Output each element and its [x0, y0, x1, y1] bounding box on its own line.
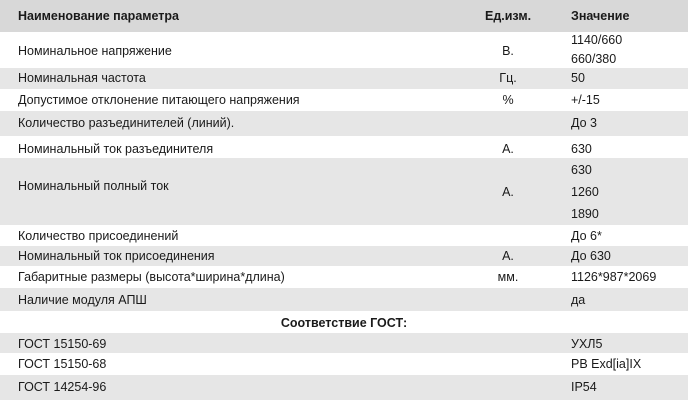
- table-row: Количество разъединителей (линий). До 3: [0, 111, 688, 136]
- gost-section-heading: Соответствие ГОСТ:: [280, 316, 408, 330]
- table-row: Допустимое отклонение питающего напряжения % +/-15: [18, 93, 600, 107]
- header-param: Наименование параметра: [18, 9, 180, 23]
- table-row: ГОСТ 15150-68 РВ Exd[ia]IX: [18, 357, 642, 371]
- table-row: ГОСТ 14254-96 IP54: [0, 375, 688, 400]
- table-row: Наличие модуля АПШ да: [0, 288, 688, 311]
- table-row: ГОСТ 15150-69 УХЛ5: [0, 333, 688, 353]
- table-row: Номинальный полный ток А. 630 1260 1890: [0, 158, 688, 225]
- header-value: Значение: [571, 9, 630, 23]
- table-row: Номинальная частота Гц. 50: [0, 68, 688, 89]
- table-row: Номинальное напряжение В. 1140/660 660/380: [18, 33, 623, 66]
- header-unit: Ед.изм.: [485, 9, 532, 23]
- table-row: Номинальный ток разъединителя А. 630: [18, 142, 592, 156]
- table-row: Габаритные размеры (высота*ширина*длина) мм. 1126*987*2069: [18, 270, 657, 284]
- table-header: [0, 0, 688, 32]
- table-row: Номинальный ток присоединения А. До 630: [0, 246, 688, 266]
- table-row: Количество присоединений До 6*: [18, 229, 602, 243]
